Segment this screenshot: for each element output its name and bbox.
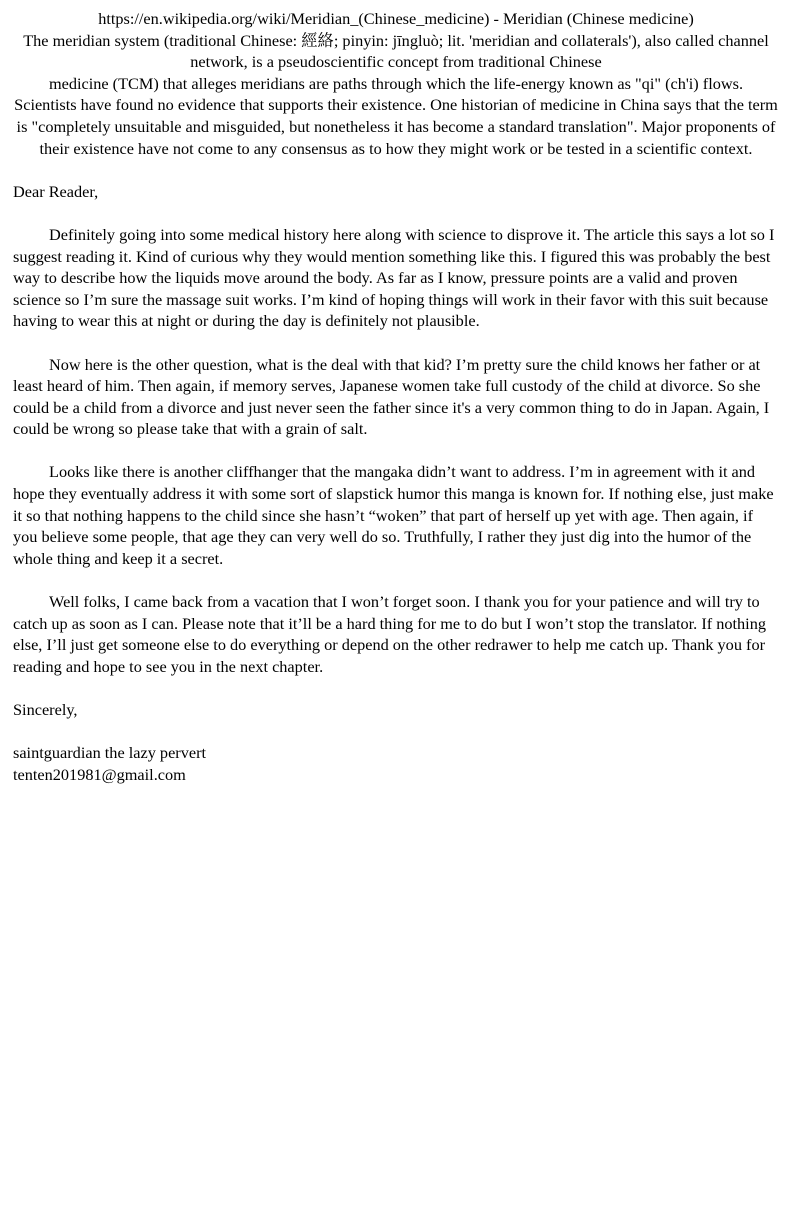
paragraph-kid-question: Now here is the other question, what is the deal with that kid? I’m pretty sure the child knows her father or at least heard of him. Then again, if memory serves, Japanese women take full custody of the child at divorce. So she could be a child from a divorce and just never seen the father since it's a very common thing to do in Japan. Again, I could be wrong so please take that with a grain of salt. xyxy=(13,354,770,439)
evidence-paragraph: Scientists have found no evidence that supports their existence. One historian of medicine in China says that the term is "completely unsuitable and misguided, but nonetheless it has become a standard translation". Major proponents of their existence have not come to any consensus as to how they might work or be tested in a scientific context. xyxy=(14,95,778,158)
source-line: https://en.wikipedia.org/wiki/Meridian_(Chinese_medicine) - Meridian (Chinese medicine) xyxy=(98,9,694,28)
signature-email: tenten201981@gmail.com xyxy=(13,764,186,784)
document-page xyxy=(0,8,792,785)
paragraph-vacation: Well folks, I came back from a vacation that I won’t forget soon. I thank you for your patience and will try to catch up as soon as I can. Please note that it’ll be a hard thing for me to do but I won’t stop the translator. If nothing else, I’ll just get someone else to do everything or depend on the other redrawer to help me catch up. Thank you for reading and hope to see you in the next chapter. xyxy=(13,592,766,676)
closing: Sincerely, xyxy=(13,700,78,719)
spacer xyxy=(0,159,792,181)
spacer xyxy=(13,332,779,354)
greeting: Dear Reader, xyxy=(13,181,99,201)
spacer xyxy=(13,721,779,743)
definition-line-2: medicine (TCM) that alleges meridians are paths through which the life-energy known as "qi" (ch'i) flows. xyxy=(48,73,744,93)
wiki-excerpt xyxy=(12,8,780,159)
spacer xyxy=(13,569,779,591)
paragraph-cliffhanger: Looks like there is another cliffhanger that the mangaka didn’t want to address. I’m in agreement with it and hope they eventually address it with some sort of slapstick humor this manga is known for. If nothing else, just make it so that nothing happens to the child since she hasn’t “woken” that part of herself up yet with age. Then again, if you believe some people, that age they can very well do so. Truthfully, I rather they just dig into the humor of the whole thing and keep it a secret. xyxy=(13,462,774,568)
paragraph-medical-history: Definitely going into some medical history here along with science to disprove it. The article this says a lot so I suggest reading it. Kind of curious why they would mention something like this. I figured this was probably the best way to describe how the liquids move around the body. As far as I know, pressure points are a valid and proven science so I’m sure the massage suit works. I’m kind of hoping things will work in their favor with this suit because having to wear this at night or during the day is definitely not plausible. xyxy=(13,224,775,331)
spacer xyxy=(13,202,779,224)
signature-name: saintguardian the lazy pervert xyxy=(13,743,207,763)
spacer xyxy=(13,677,779,699)
definition-line-1: The meridian system (traditional Chinese: 經絡; pinyin: jīngluò; lit. 'meridian and collaterals'), also called channel network, is a pseudoscientific concept from traditional Chinese xyxy=(23,30,769,72)
letter-body xyxy=(13,181,779,786)
spacer xyxy=(13,440,779,462)
